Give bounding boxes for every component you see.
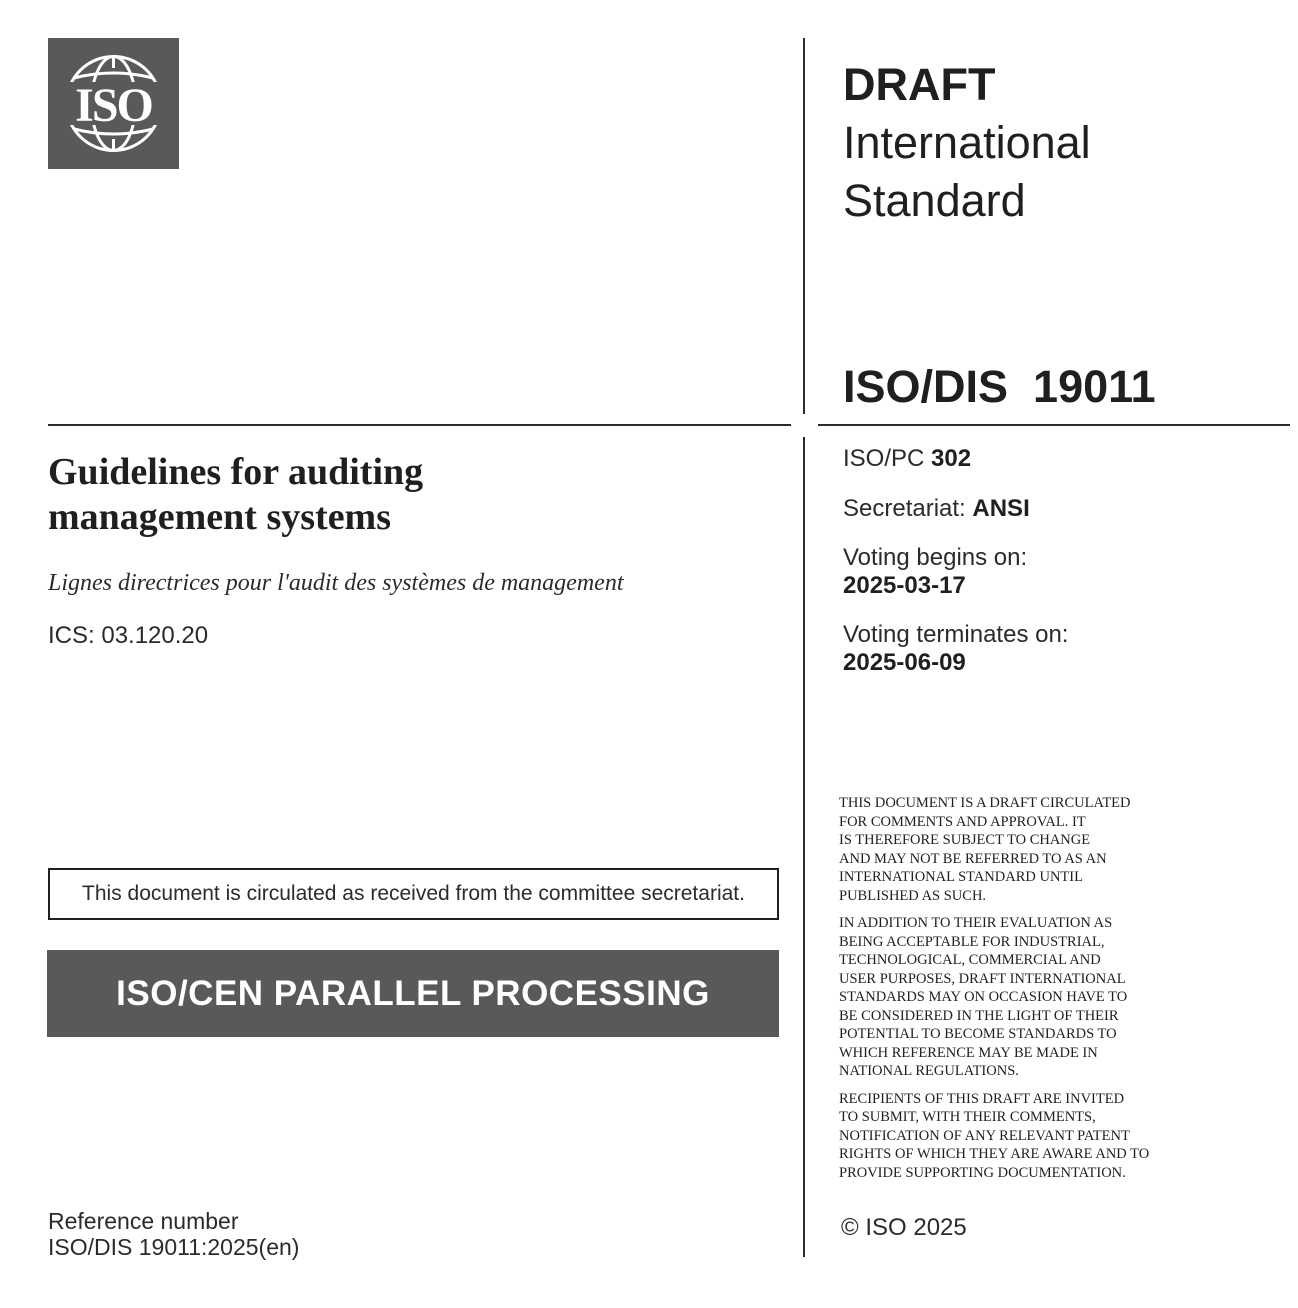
title-line-2: management systems	[48, 496, 392, 538]
reference-label: Reference number	[48, 1208, 239, 1234]
horizontal-divider-left	[48, 424, 791, 426]
committee-label: ISO/PC	[843, 445, 932, 472]
voting-begins-date: 2025-03-17	[843, 572, 966, 599]
iso-globe-logo-icon	[48, 38, 179, 169]
horizontal-divider-right	[818, 424, 1290, 426]
disclaimer-paragraph-3: RECIPIENTS OF THIS DRAFT ARE INVITED TO SUBMIT, WITH THEIR COMMENTS, NOTIFICATION OF ANY RELEVANT PATENT RIGHTS OF WHICH THEY ARE AWARE AND TO PROVIDE SUPPORTING DOCUMENTATION.	[839, 1090, 1150, 1181]
voting-terminates-label: Voting terminates on:	[843, 621, 1069, 648]
standard-label: Standard	[843, 175, 1026, 226]
secretariat-value: ANSI	[972, 495, 1030, 522]
reference-value: ISO/DIS 19011:2025(en)	[48, 1234, 300, 1260]
vertical-divider-bottom	[803, 437, 805, 1257]
iso-logo	[48, 38, 179, 169]
title-line-1: Guidelines for auditing	[48, 451, 424, 493]
voting-begins	[843, 544, 1273, 600]
ics-code: ICS: 03.120.20	[48, 622, 209, 649]
vertical-divider-top	[803, 38, 805, 414]
draft-title	[843, 56, 1273, 230]
secretariat	[843, 495, 1273, 523]
french-title: Lignes directrices pour l'audit des systèmes de management	[48, 570, 624, 596]
copyright: © ISO 2025	[841, 1214, 967, 1241]
disclaimer-paragraph-2: IN ADDITION TO THEIR EVALUATION AS BEING ACCEPTABLE FOR INDUSTRIAL, TECHNOLOGICAL, COMMERCIAL AND USER PURPOSES, DRAFT INTERNATIONAL STANDARDS MAY ON OCCASION HAVE TO BE CONSIDERED IN THE LIGHT OF THEIR POTENTIAL TO BECOME STANDARDS TO WHICH REFERENCE MAY BE MADE IN NATIONAL REGULATIONS.	[839, 915, 1128, 1079]
committee	[843, 445, 1273, 473]
document-title	[48, 450, 748, 540]
circulated-note-text: This document is circulated as received from the committee secretariat.	[82, 882, 745, 905]
committee-value: 302	[931, 445, 972, 472]
voting-terminates-date: 2025-06-09	[843, 649, 966, 676]
draft-label: DRAFT	[843, 59, 996, 110]
voting-begins-label: Voting begins on:	[843, 544, 1028, 571]
parallel-processing-banner	[47, 950, 779, 1037]
draft-disclaimer	[839, 794, 1189, 1191]
reference-number	[48, 1208, 548, 1260]
circulated-note-box	[48, 868, 779, 920]
disclaimer-paragraph-1: THIS DOCUMENT IS A DRAFT CIRCULATED FOR COMMENTS AND APPROVAL. IT IS THEREFORE SUBJECT TO CHANGE AND MAY NOT BE REFERRED TO AS AN INTERNATIONAL STANDARD UNTIL PUBLISHED AS SUCH.	[839, 795, 1131, 904]
banner-text: ISO/CEN PARALLEL PROCESSING	[116, 973, 710, 1013]
secretariat-label: Secretariat:	[843, 495, 973, 522]
international-label: International	[843, 117, 1091, 168]
document-number: ISO/DIS 19011	[843, 361, 1156, 412]
voting-terminates	[843, 621, 1273, 677]
logo-text: ISO	[75, 79, 152, 132]
